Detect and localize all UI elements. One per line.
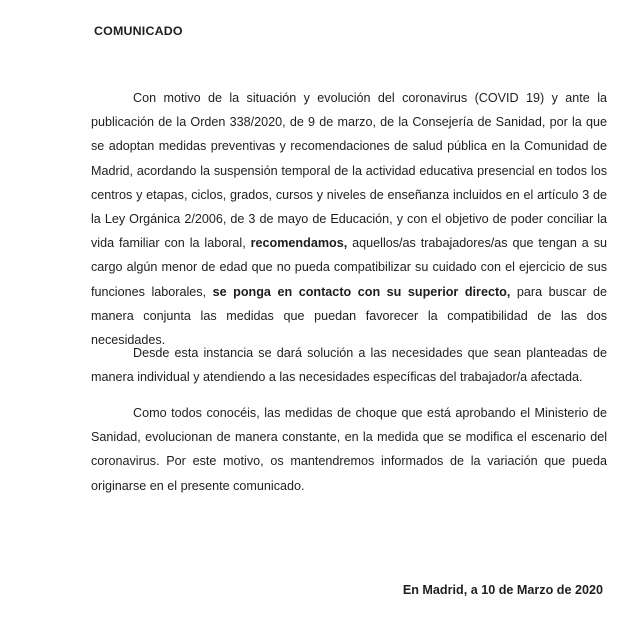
paragraph-solution: Desde esta instancia se dará solución a las necesidades que sean planteadas de manera individual y atendiendo a las necesidades específicas del trabajador/a afectada. bbox=[91, 346, 607, 385]
paragraph-main-text-1: Con motivo de la situación y evolución del coronavirus (COVID 19) y ante la publicación de la Orden 338/2020, de 9 de marzo, de la Consejería de Sanidad, por la que se adoptan medidas preventivas y recomendaciones de salud pública en la Comunidad de Madrid, acordando la suspensión temporal de la actividad educativa presencial en todos los centros y etapas, ciclos, grados, cursos y niveles de enseñanza incluidos en el artículo 3 de la Ley Orgánica 2/2006, de 3 de mayo de Educación, y con el objetivo de poder conciliar la vida familiar con la laboral, bbox=[91, 91, 607, 251]
paragraph-updates: Como todos conocéis, las medidas de choque que está aprobando el Ministerio de Sanidad, evolucionan de manera constante, en la medida que se modifica el escenario del coronavirus. Por este motivo, os mantendremos informados de la variación que pueda originarse en el presente comunicado. bbox=[91, 406, 607, 493]
paragraph-main-bold-2: se ponga en contacto con su superior directo, bbox=[212, 284, 511, 299]
document-title: COMUNICADO bbox=[94, 24, 183, 38]
paragraph-main-text-2: aquellos/as trabajadores/as que tengan a su cargo algún menor de edad que no pueda compatibilizar su cuidado con el ejercicio de sus funciones laborales, bbox=[91, 236, 607, 299]
paragraph-main-bold-1: recomendamos, bbox=[250, 236, 348, 251]
signoff-date: En Madrid, a 10 de Marzo de 2020 bbox=[402, 583, 603, 597]
paragraph-main bbox=[91, 86, 607, 352]
paragraph-main-text-3: para buscar de manera conjunta las medidas que puedan favorecer la compatibilidad de las dos necesidades. bbox=[91, 284, 607, 348]
